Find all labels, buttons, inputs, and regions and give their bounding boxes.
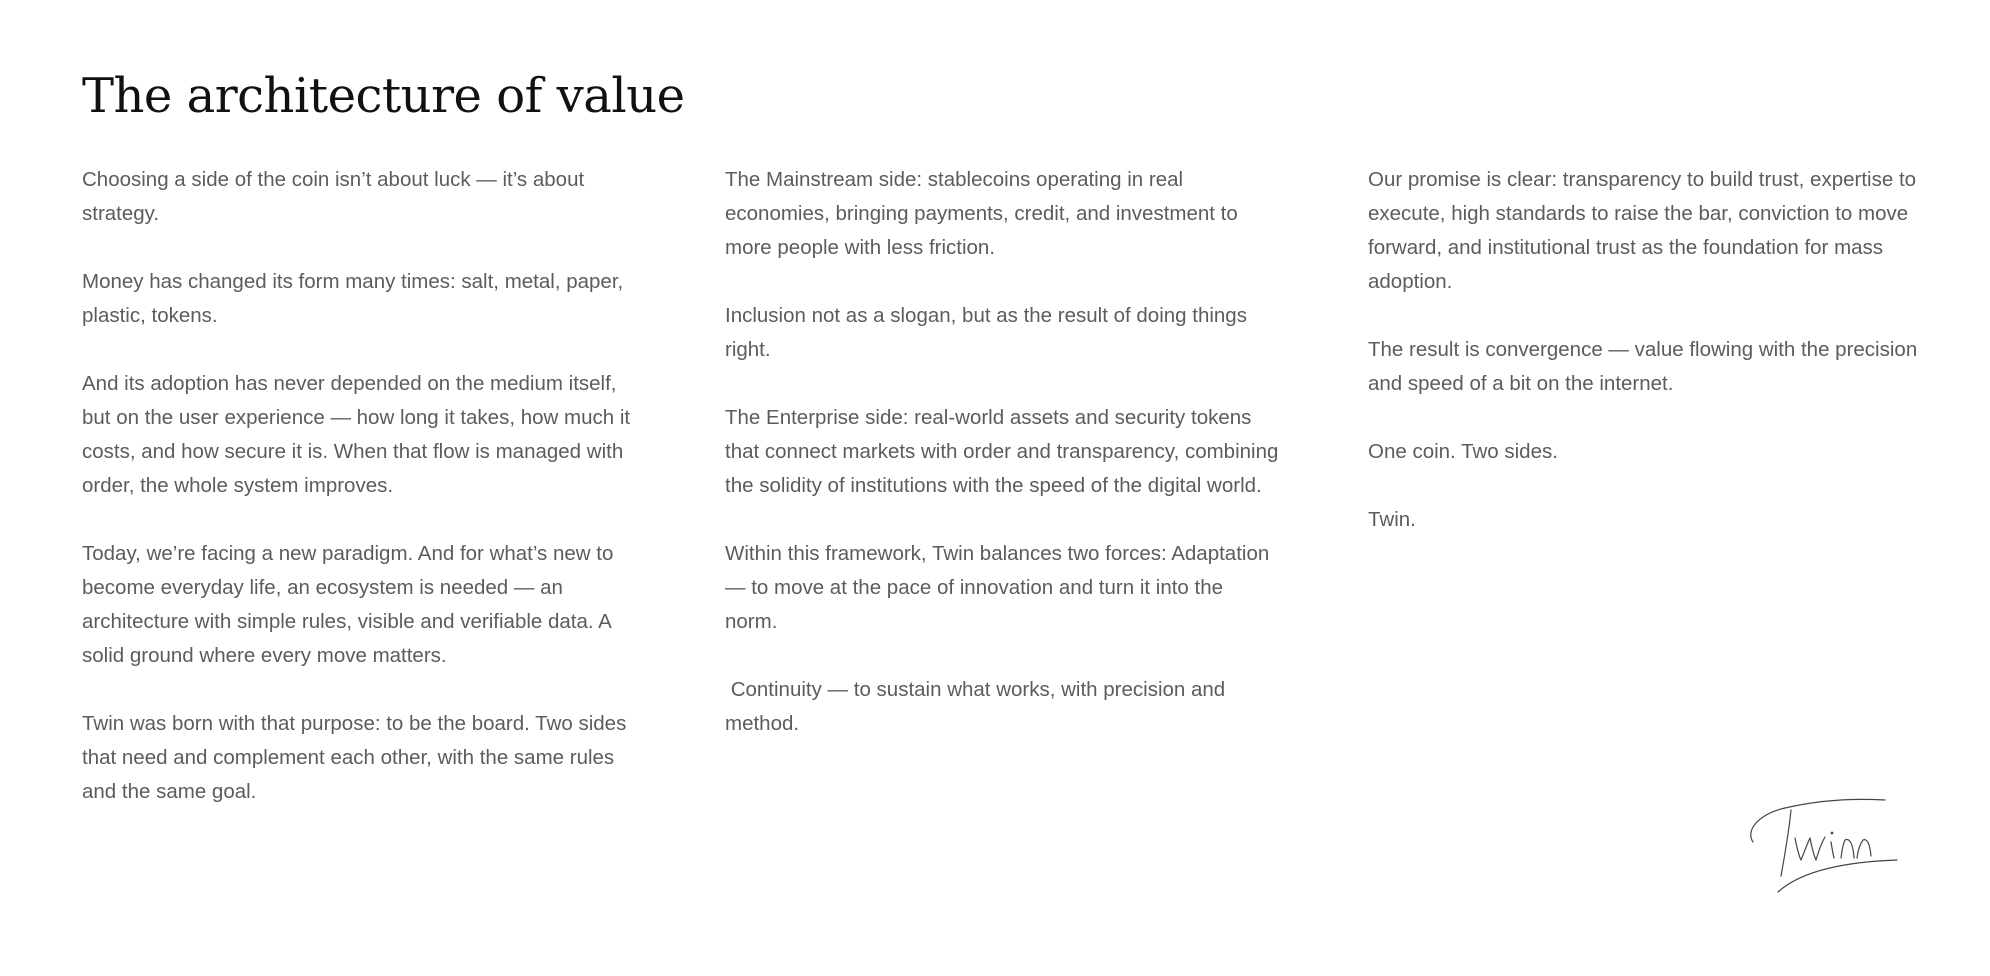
paragraph: The Enterprise side: real-world assets and security tokens that connect markets with order and transparency, combining the solidity of institutions with the speed of the digital world. — [725, 406, 1279, 497]
paragraph: Twin was born with that purpose: to be the board. Two sides that need and complement each other, with the same rules and the same goal. — [82, 712, 627, 803]
text-column-2 — [725, 163, 1280, 775]
paragraph: Today, we’re facing a new paradigm. And for what’s new to become everyday life, an ecosystem is needed — an architecture with simple rules, visible and verifiable data. A solid ground where every move matters. — [82, 542, 614, 667]
paragraph: And its adoption has never depended on the medium itself, but on the user experience — how long it takes, how much it costs, and how secure it is. When that flow is managed with order, the whole system improves. — [82, 372, 631, 497]
signature-icon — [1745, 790, 1905, 895]
paragraph: Our promise is clear: transparency to build trust, expertise to execute, high standards to raise the bar, conviction to move forward, and institutional trust as the foundation for mass adoption. — [1368, 168, 1917, 293]
paragraph: Money has changed its form many times: salt, metal, paper, plastic, tokens. — [82, 270, 624, 327]
text-column-1 — [82, 163, 637, 843]
paragraph: Continuity — to sustain what works, with precision and method. — [725, 678, 1231, 735]
paragraph: Inclusion not as a slogan, but as the result of doing things right. — [725, 304, 1247, 361]
paragraph: Within this framework, Twin balances two forces: Adaptation — to move at the pace of innovation and turn it into the norm. — [725, 542, 1270, 633]
text-column-3 — [1368, 163, 1923, 571]
paragraph: The Mainstream side: stablecoins operating in real economies, bringing payments, credit, and investment to more people with less friction. — [725, 168, 1238, 259]
page-title: The architecture of value — [82, 68, 685, 124]
paragraph: One coin. Two sides. — [1368, 440, 1558, 463]
paragraph: Twin. — [1368, 508, 1416, 531]
paragraph: Choosing a side of the coin isn’t about luck — it’s about strategy. — [82, 168, 585, 225]
twin-signature — [1745, 790, 1905, 895]
paragraph: The result is convergence — value flowing with the precision and speed of a bit on the internet. — [1368, 338, 1918, 395]
